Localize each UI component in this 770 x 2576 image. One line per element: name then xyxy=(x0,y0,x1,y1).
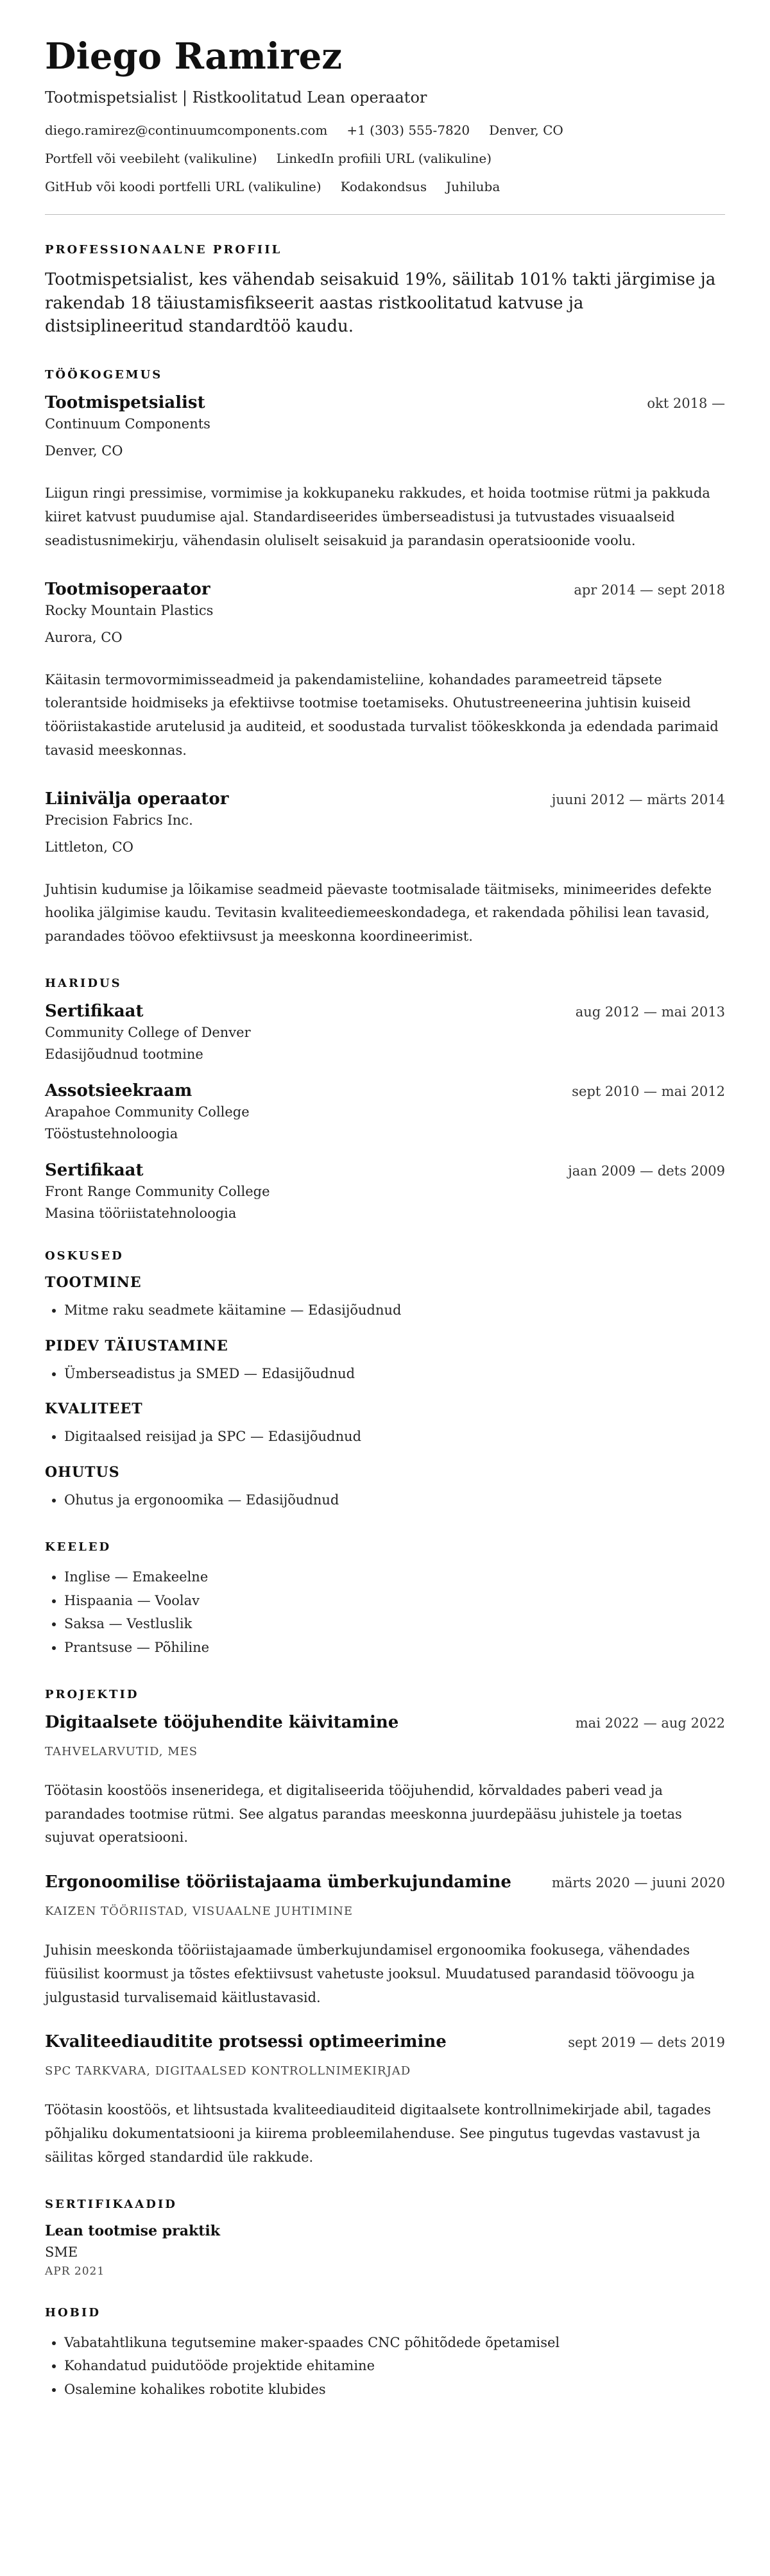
contact-portfolio-link[interactable]: Portfell või veebileht (valikuline) xyxy=(45,150,257,166)
skills-section-title: OSKUSED xyxy=(45,1249,124,1263)
project-description: Juhisin meeskonda tööriistajaamade ümberkujundamisel ergonoomika fookusega, vähendades füüsilist koormust ja tõstes efektiivsust vahetuste jooksul. Muudatused parandasid töövoogu ja julgustasid turvalisemaid käitlustavasid. xyxy=(45,1942,695,2005)
education-dates: aug 2012 — mai 2013 xyxy=(575,1004,725,1020)
project-description: Töötasin koostöös, et lihtsustada kvaliteediauditeid digitaalsete kontrollnimekirjade abil, tagades põhjaliku dokumentatsiooni ja kiirema probleemilahenduse. See pingutus tugevdas vastavust ja säilitas kõrged standardid üle rakkude. xyxy=(45,2102,711,2165)
project-dates: sept 2019 — dets 2019 xyxy=(568,2035,725,2051)
profile-summary: Tootmispetsialist, kes vähendab seisakuid 19%, säilitab 101% takti järgimise ja rakendab 18 täiustamisfikseerit aastas ristkoolitatud katvuse ja distsiplineeritud standardtöö kaudu. xyxy=(45,269,716,337)
projects-section-title: PROJEKTID xyxy=(45,1687,139,1701)
project-technologies: SPC TARKVARA, DIGITAALSED KONTROLLNIMEKIRJAD xyxy=(45,2064,411,2078)
languages-section-title: KEELED xyxy=(45,1540,112,1554)
degree-title: Sertifikaat xyxy=(45,1160,144,1180)
skill-category-title: TOOTMINE xyxy=(45,1274,142,1291)
company-name: Rocky Mountain Plastics xyxy=(45,602,214,618)
skill-item: • Ohutus ja ergonoomika — Edasijõudnud xyxy=(64,1488,725,1512)
contact-drivers-license: Juhiluba xyxy=(446,178,501,194)
language-item: • Prantsuse — Põhiline xyxy=(64,1636,725,1660)
education-entry xyxy=(45,1161,725,1221)
contact-row-primary xyxy=(45,121,725,140)
hobbies-section-title: HOBID xyxy=(45,2305,101,2319)
project-entry-header xyxy=(45,1873,725,1892)
work-list xyxy=(45,393,725,948)
project-title: Kvaliteediauditite protsessi optimeerimine xyxy=(45,2032,447,2052)
project-technologies: KAIZEN TÖÖRIISTAD, VISUAALNE JUHTIMINE xyxy=(45,1905,354,1919)
skills-section xyxy=(45,1249,725,1512)
degree-title: Assotsieekraam xyxy=(45,1081,193,1100)
certification-date: APR 2021 xyxy=(45,2264,105,2278)
candidate-name: Diego Ramirez xyxy=(45,35,343,78)
languages-list xyxy=(45,1565,725,1660)
school-name: Front Range Community College xyxy=(45,1183,270,1199)
languages-section xyxy=(45,1540,725,1660)
job-dates: apr 2014 — sept 2018 xyxy=(574,582,725,598)
education-entry-header xyxy=(45,1002,725,1021)
project-entry xyxy=(45,2032,725,2169)
candidate-headline: Tootmispetsialist | Ristkoolitatud Lean operaator xyxy=(45,88,427,106)
job-dates: juuni 2012 — märts 2014 xyxy=(551,791,725,807)
contact-email[interactable]: diego.ramirez@continuumcomponents.com xyxy=(45,122,328,138)
education-section-title: HARIDUS xyxy=(45,976,122,990)
language-item: • Hispaania — Voolav xyxy=(64,1589,725,1613)
hobbies-list xyxy=(45,2331,725,2402)
job-title: Liinivälja operaator xyxy=(45,789,229,809)
skill-category-title: KVALITEET xyxy=(45,1401,143,1418)
project-entry-header xyxy=(45,1713,725,1732)
contact-row-links xyxy=(45,149,725,168)
job-description: Käitasin termovormimisseadmeid ja pakendamisteliine, kohandades parameetreid täpsete tolerantside hoidmiseks ja efektiivse tootmise toetamiseks. Ohutustreeneerina juhtisin kuiseid tööriistakastide arutelusid ja auditeid, et soodustada turvalist töökeskkonda ja edendada parimaid tavasid meeskonnas. xyxy=(45,671,719,758)
skills-list xyxy=(45,1274,725,1512)
education-entry xyxy=(45,1081,725,1141)
certification-name: Lean tootmise praktik xyxy=(45,2222,220,2239)
field-of-study: Masina tööriistatehnoloogia xyxy=(45,1205,237,1221)
work-entry-header xyxy=(45,393,725,412)
work-section-title: TÖÖKOGEMUS xyxy=(45,368,163,382)
job-location: Littleton, CO xyxy=(45,839,133,855)
header-divider xyxy=(45,214,725,215)
projects-section xyxy=(45,1688,725,2169)
profile-section xyxy=(45,243,725,339)
contact-citizenship: Kodakondsus xyxy=(340,178,427,194)
job-description: Liigun ringi pressimise, vormimise ja kokkupaneku rakkudes, et hoida tootmise rütmi ja pakkuda kiiret katvust puudumise ajal. Standardiseerides ümberseadistusi ja tutvustades visuaalseid seadistusnimekirju, vähendasin oluliselt seisakuid ja parandasin operatsioonide voolu. xyxy=(45,485,710,548)
contact-github-link[interactable]: GitHub või koodi portfelli URL (valikuline) xyxy=(45,178,321,194)
skill-category-list xyxy=(45,1425,725,1449)
hobby-item: • Kohandatud puidutööde projektide ehitamine xyxy=(64,2354,725,2378)
certification-issuer: SME xyxy=(45,2244,78,2260)
skill-category-list xyxy=(45,1362,725,1386)
resume-header xyxy=(45,37,725,196)
education-entry-header xyxy=(45,1161,725,1180)
education-entry xyxy=(45,1002,725,1062)
project-title: Ergonoomilise tööriistajaama ümberkujundamine xyxy=(45,1873,511,1892)
certifications-section xyxy=(45,2198,725,2278)
company-name: Precision Fabrics Inc. xyxy=(45,812,193,828)
certification-entry xyxy=(45,2223,725,2278)
hobbies-section xyxy=(45,2306,725,2402)
contact-row-extra xyxy=(45,177,725,196)
language-item: • Inglise — Emakeelne xyxy=(64,1565,725,1589)
job-title: Tootmisoperaator xyxy=(45,579,210,599)
education-dates: sept 2010 — mai 2012 xyxy=(572,1083,725,1099)
project-dates: mai 2022 — aug 2022 xyxy=(575,1715,725,1731)
hobby-item: • Vabatahtlikuna tegutsemine maker-spaades CNC põhitõdede õpetamisel xyxy=(64,2331,725,2355)
hobby-item: • Osalemine kohalikes robotite klubides xyxy=(64,2378,725,2402)
degree-title: Sertifikaat xyxy=(45,1001,144,1021)
project-title: Digitaalsete tööjuhendite käivitamine xyxy=(45,1712,399,1732)
skill-item: • Mitme raku seadmete käitamine — Edasijõudnud xyxy=(64,1299,725,1322)
skill-item: • Ümberseadistus ja SMED — Edasijõudnud xyxy=(64,1362,725,1386)
contact-phone[interactable]: +1 (303) 555-7820 xyxy=(346,122,470,138)
contact-linkedin-link[interactable]: LinkedIn profiili URL (valikuline) xyxy=(276,150,492,166)
skill-category-title: PIDEV TÄIUSTAMINE xyxy=(45,1337,228,1354)
work-entry xyxy=(45,789,725,948)
job-location: Denver, CO xyxy=(45,443,123,459)
education-dates: jaan 2009 — dets 2009 xyxy=(568,1163,725,1179)
job-dates: okt 2018 — xyxy=(647,396,725,412)
school-name: Community College of Denver xyxy=(45,1024,251,1040)
certifications-list xyxy=(45,2223,725,2278)
project-description: Töötasin koostöös inseneridega, et digitaliseerida tööjuhendid, kõrvaldades paberi vead ja parandades tootmise rütmi. See algatus parandas meeskonna juurdepääsu juhistele ja toetas sujuvat operatsiooni. xyxy=(45,1782,682,1846)
project-entry xyxy=(45,1873,725,2009)
work-entry-header xyxy=(45,789,725,809)
project-dates: märts 2020 — juuni 2020 xyxy=(551,1875,725,1891)
language-item: • Saksa — Vestluslik xyxy=(64,1612,725,1636)
profile-section-title: PROFESSIONAALNE PROFIIL xyxy=(45,242,282,257)
contact-location: Denver, CO xyxy=(489,122,563,138)
company-name: Continuum Components xyxy=(45,416,210,432)
project-entry xyxy=(45,1713,725,1849)
field-of-study: Tööstustehnoloogia xyxy=(45,1125,178,1141)
skill-category-list xyxy=(45,1299,725,1322)
school-name: Arapahoe Community College xyxy=(45,1104,250,1120)
work-experience-section xyxy=(45,368,725,948)
job-location: Aurora, CO xyxy=(45,629,123,645)
work-entry xyxy=(45,580,725,762)
skill-category-list xyxy=(45,1488,725,1512)
education-entry-header xyxy=(45,1081,725,1100)
project-entry-header xyxy=(45,2032,725,2051)
work-entry xyxy=(45,393,725,552)
work-entry-header xyxy=(45,580,725,599)
job-description: Juhtisin kudumise ja lõikamise seadmeid päevaste tootmisalade täitmiseks, minimeerides defekte hoolika jälgimise kaudu. Tevitasin kvaliteediemeeskondadega, et rakendada põhilisi lean tavasid, parandades töövoo efektiivsust ja meeskonna koordineerimist. xyxy=(45,881,712,945)
education-list xyxy=(45,1002,725,1221)
job-title: Tootmispetsialist xyxy=(45,393,205,413)
field-of-study: Edasijõudnud tootmine xyxy=(45,1046,203,1062)
projects-list xyxy=(45,1713,725,2169)
certifications-section-title: SERTIFIKAADID xyxy=(45,2197,177,2211)
skill-item: • Digitaalsed reisijad ja SPC — Edasijõudnud xyxy=(64,1425,725,1449)
skill-category-title: OHUTUS xyxy=(45,1464,120,1481)
education-section xyxy=(45,977,725,1221)
project-technologies: TAHVELARVUTID, MES xyxy=(45,1744,198,1758)
